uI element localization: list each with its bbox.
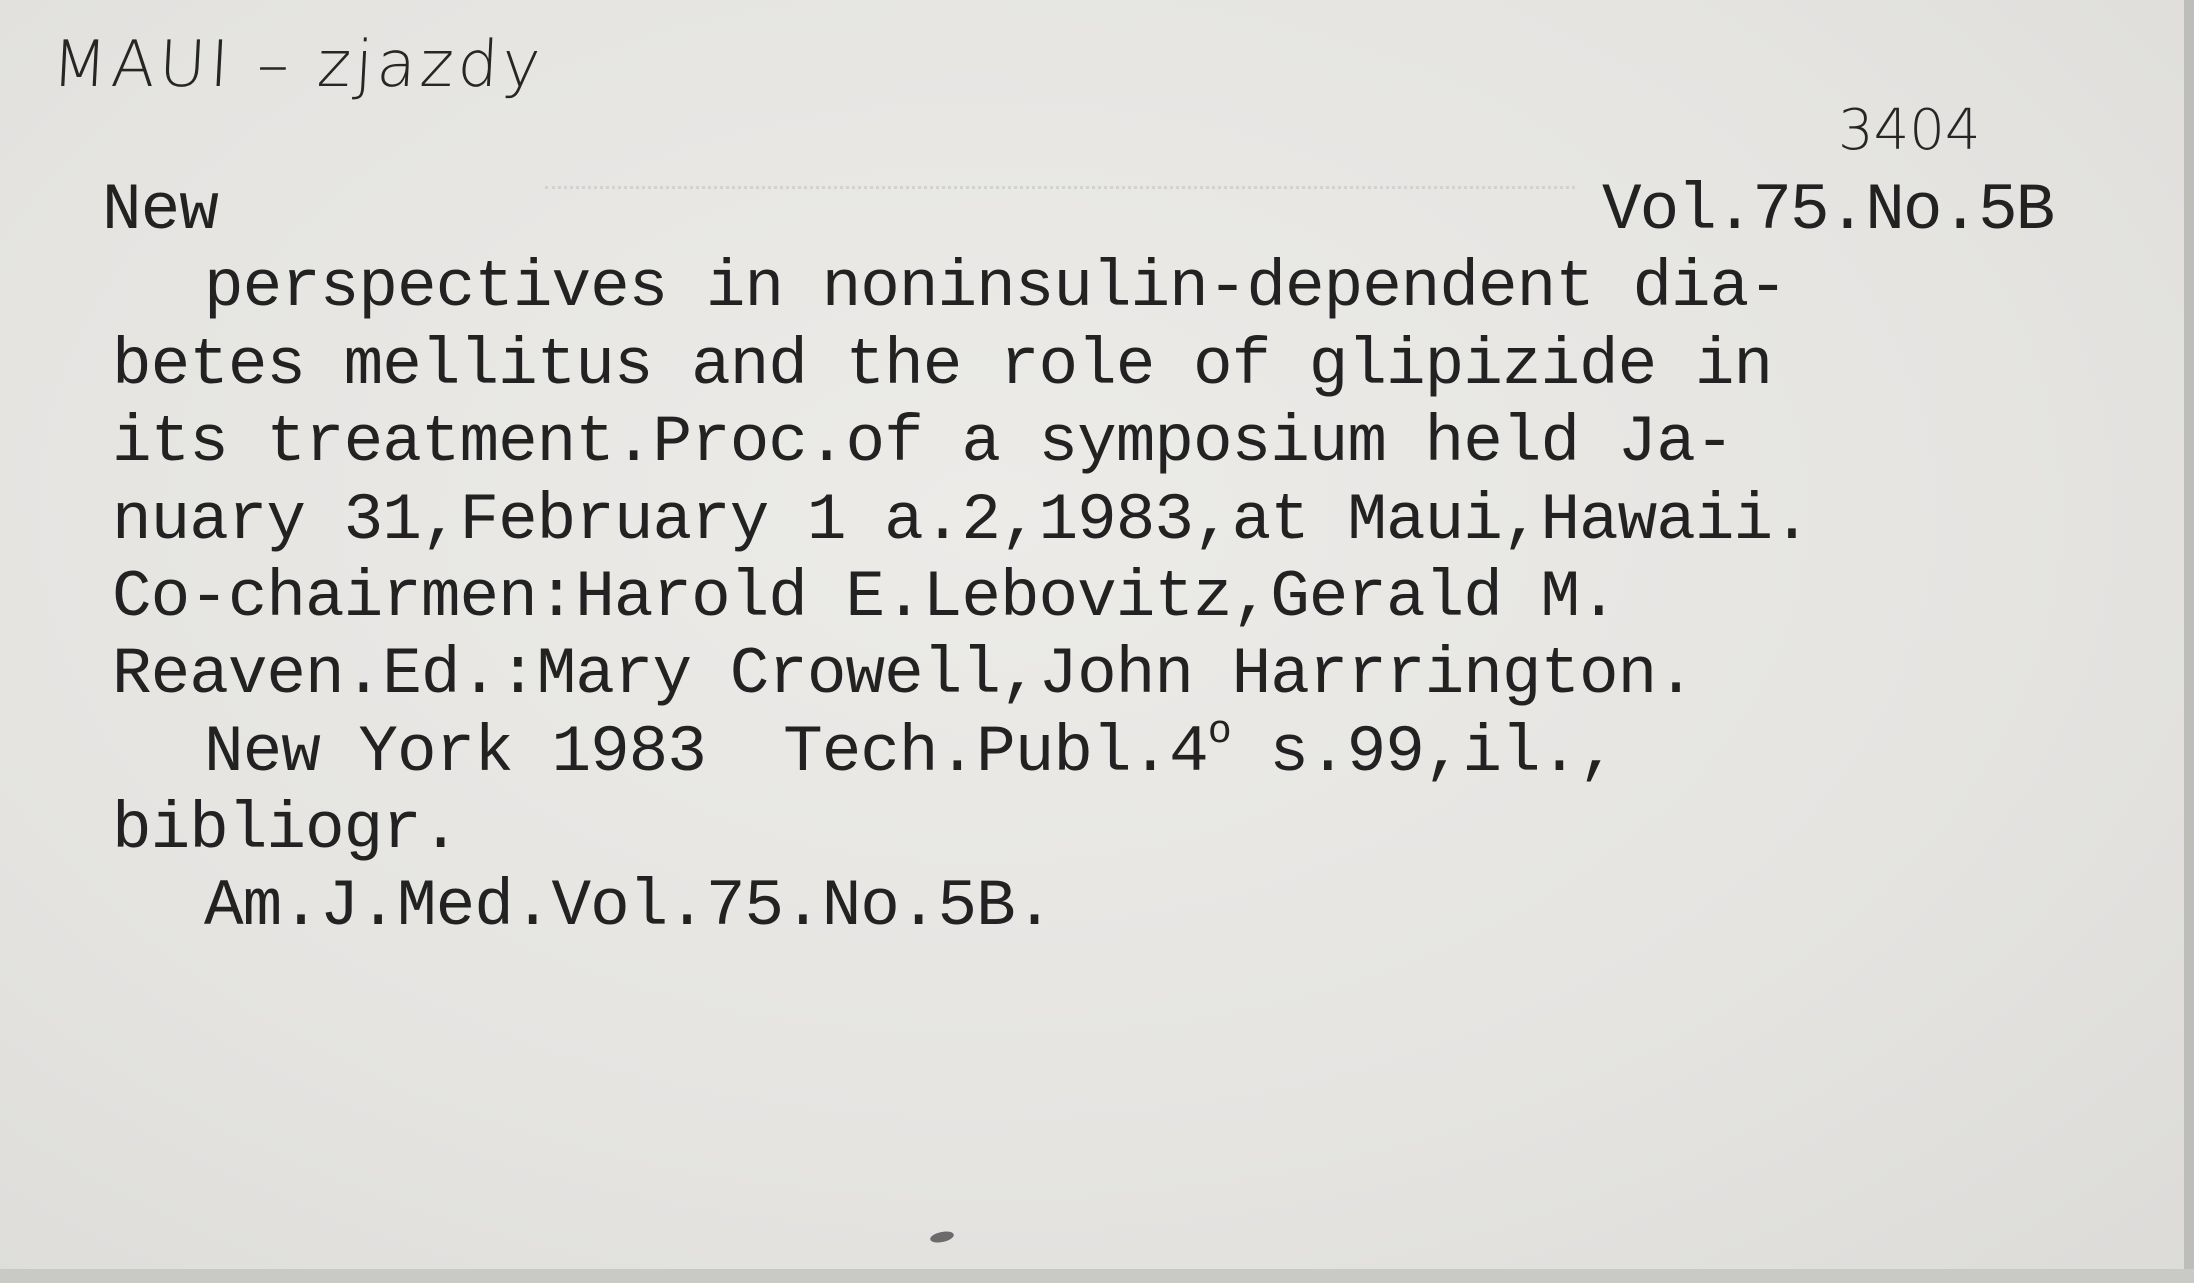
entry-line-3: its treatment.Proc.of a symposium held Ja-: [112, 405, 1734, 480]
handwritten-heading: MAUI – zjazdy: [50, 28, 547, 102]
catalog-number: 3404: [1838, 98, 1981, 163]
entry-line-5: Co-chairmen:Harold E.Lebovitz,Gerald M.: [112, 560, 1618, 635]
card-right-edge: [2184, 0, 2194, 1283]
format-superscript: o: [1207, 710, 1231, 755]
entry-line-6: Reaven.Ed.:Mary Crowell,John Harrrington.: [112, 637, 1695, 712]
faint-bleedthrough-text: [545, 148, 1575, 189]
entry-line-7: [204, 710, 1617, 794]
entry-line-9: Am.J.Med.Vol.75.No.5B.: [204, 869, 1054, 944]
card-bottom-edge: [0, 1269, 2194, 1283]
entry-line-4: nuary 31,February 1 a.2,1983,at Maui,Hawaii.: [112, 483, 1811, 558]
entry-line-2: betes mellitus and the role of glipizide in: [112, 328, 1773, 403]
ink-smudge: [929, 1230, 955, 1245]
entry-line-8: bibliogr.: [112, 792, 460, 867]
heading-word: New: [102, 173, 218, 248]
volume-reference: Vol.75.No.5B: [1602, 173, 2054, 248]
entry-line-7-tail: s.99,il.,: [1230, 715, 1617, 790]
entry-line-1: perspectives in noninsulin-dependent dia-: [204, 250, 1787, 325]
entry-line-7-main: New York 1983 Tech.Publ.4: [204, 715, 1208, 790]
